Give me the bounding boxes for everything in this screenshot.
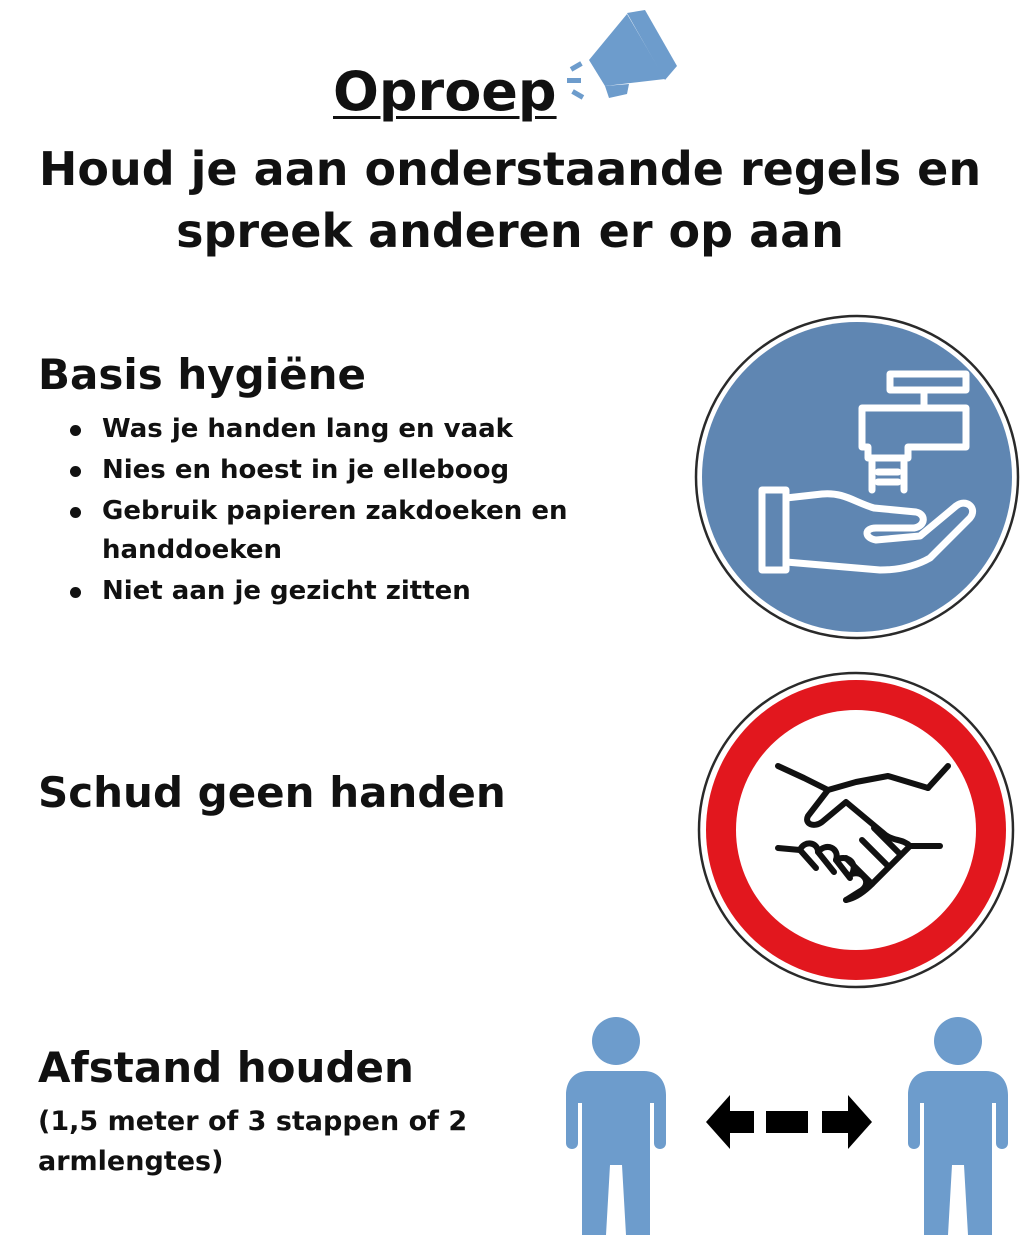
list-item-text: Gebruik papieren zakdoeken en handdoeken [102,496,568,565]
subtitle-line: Houd je aan onderstaande regels en [38,142,982,196]
page-title: Oproep [333,60,557,123]
list-item [68,451,588,490]
megaphone-icon [565,8,680,108]
distance-note: (1,5 meter of 3 stappen of 2 armlengtes) [38,1106,468,1177]
distance-people-icon [560,1015,1020,1240]
list-item [68,492,588,570]
section-heading-hygiene: Basis hygiëne [38,350,366,399]
bullet-dot [70,425,81,436]
handwash-icon [694,312,1021,642]
subtitle-line: spreek anderen er op aan [176,204,844,258]
bullet-dot [70,587,81,598]
page-subtitle [10,138,1010,262]
list-item-text: Was je handen lang en vaak [102,414,513,444]
hygiene-bullet-list [68,410,588,613]
list-item [68,410,588,449]
person-right-icon [908,1017,1008,1235]
bullet-dot [70,466,81,477]
double-arrow-icon [706,1095,872,1149]
list-item-text: Niet aan je gezicht zitten [102,576,471,606]
person-left-icon [566,1017,666,1235]
section-heading-distance: Afstand houden [38,1043,414,1092]
no-handshake-icon [696,670,1016,990]
bullet-dot [70,507,81,518]
list-item-text: Nies en hoest in je elleboog [102,455,510,485]
section-heading-handshake: Schud geen handen [38,768,506,817]
list-item [68,572,588,611]
